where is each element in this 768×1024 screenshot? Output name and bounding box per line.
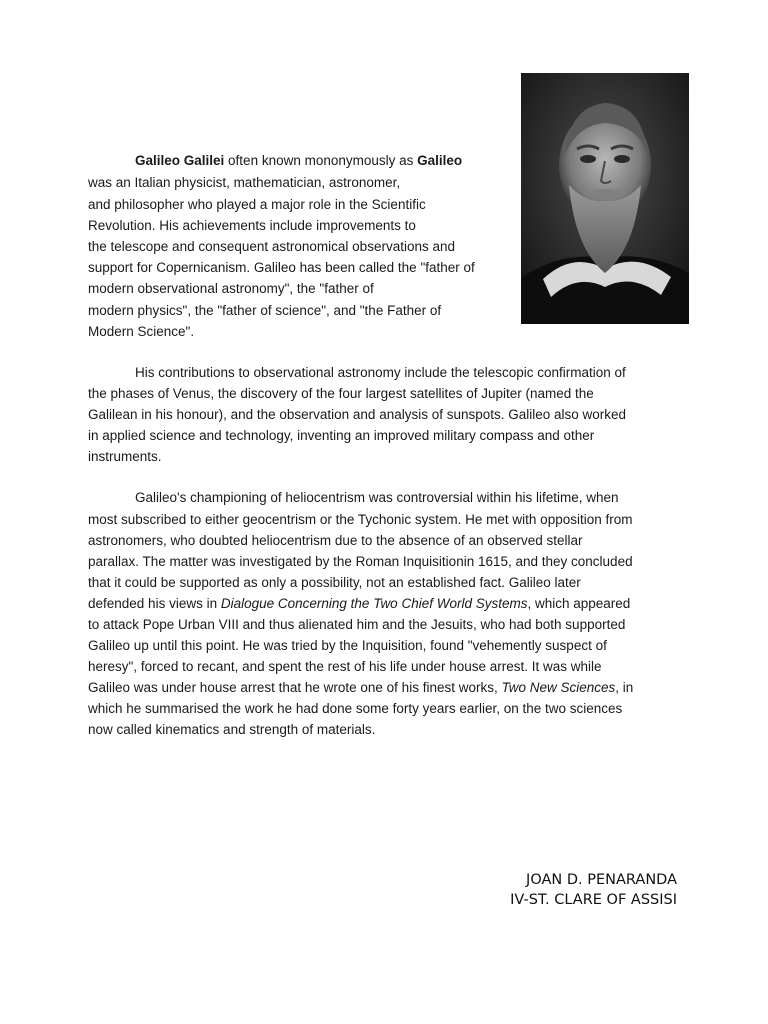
text-run: astronomers, who doubted heliocentrism due to the absence of an observed stellar [88,533,583,548]
text-run: the phases of Venus, the discovery of the four largest satellites of Jupiter (named the [88,386,594,401]
text-line [88,593,630,614]
italic-text: Two New Sciences [501,680,616,695]
text-line [88,719,375,740]
text-run: His contributions to observational astronomy include the telescopic confirmation of [135,365,626,380]
text-run: Galilean in his honour), and the observation and analysis of sunspots. Galileo also worked [88,407,627,422]
text-run: parallax. The matter was investigated by the Roman Inquisitionin 1615, and they concluded [88,554,633,569]
text-line [88,698,622,719]
text-run: most subscribed to either geocentrism or the Tychonic system. He met with opposition from [88,512,633,527]
text-run: Modern Science". [88,324,195,339]
bold-text: Galileo [417,153,463,168]
text-line [88,236,455,257]
text-run: Revolution. His achievements include improvements to [88,218,416,233]
text-run: was an Italian physicist, mathematician, astronomer, [88,175,401,190]
text-run: now called kinematics and strength of materials. [88,722,376,737]
text-line [88,656,602,677]
text-line [88,509,632,530]
text-run: , in [615,680,634,695]
author-signature [510,870,677,910]
text-run: Galileo was under house arrest that he wrote one of his finest works, [88,680,502,695]
text-line [88,300,441,321]
text-line [88,530,583,551]
text-run: and philosopher who played a major role in the Scientific [88,197,426,212]
text-line [88,278,374,299]
author-name: JOAN D. PENARANDA [526,872,677,888]
text-line [88,194,426,215]
galileo-portrait [521,73,689,324]
text-run: support for Copernicanism. Galileo has been called the "father of [88,260,475,275]
text-run: often known mononymously as [224,153,418,168]
text-run: modern observational astronomy", the "father of [88,281,374,296]
text-line [88,383,594,404]
text-run: Galileo's championing of heliocentrism was controversial within his lifetime, when [135,490,619,505]
author-section: IV-ST. CLARE OF ASSISI [510,892,677,908]
text-line [88,425,594,446]
text-run: , which appeared [527,596,631,611]
text-run: Galileo up until this point. He was tried by the Inquisition, found "vehemently suspect of [88,638,607,653]
text-line [88,635,607,656]
text-line [88,614,625,635]
text-line [88,572,581,593]
text-line [135,362,626,383]
text-line [88,551,633,572]
text-run: that it could be supported as only a possibility, not an established fact. Galileo later [88,575,581,590]
text-run: defended his views in [88,596,221,611]
text-run: instruments. [88,449,162,464]
text-line [88,404,626,425]
text-line [88,677,633,698]
text-line [88,172,400,193]
text-run: the telescope and consequent astronomical observations and [88,239,455,254]
text-run: which he summarised the work he had done some forty years earlier, on the two sciences [88,701,623,716]
bold-text: Galileo Galilei [135,153,225,168]
text-line [135,150,462,171]
text-run: to attack Pope Urban VIII and thus alienated him and the Jesuits, who had both supported [88,617,626,632]
text-run: modern physics", the "father of science", and "the Father of [88,303,442,318]
text-line [88,215,416,236]
text-run: heresy", forced to recant, and spent the rest of his life under house arrest. It was while [88,659,602,674]
text-run: in applied science and technology, inventing an improved military compass and other [88,428,595,443]
text-line [88,446,162,467]
text-line [135,487,619,508]
text-line [88,257,475,278]
italic-text: Dialogue Concerning the Two Chief World Systems [220,596,528,611]
text-line [88,321,194,342]
